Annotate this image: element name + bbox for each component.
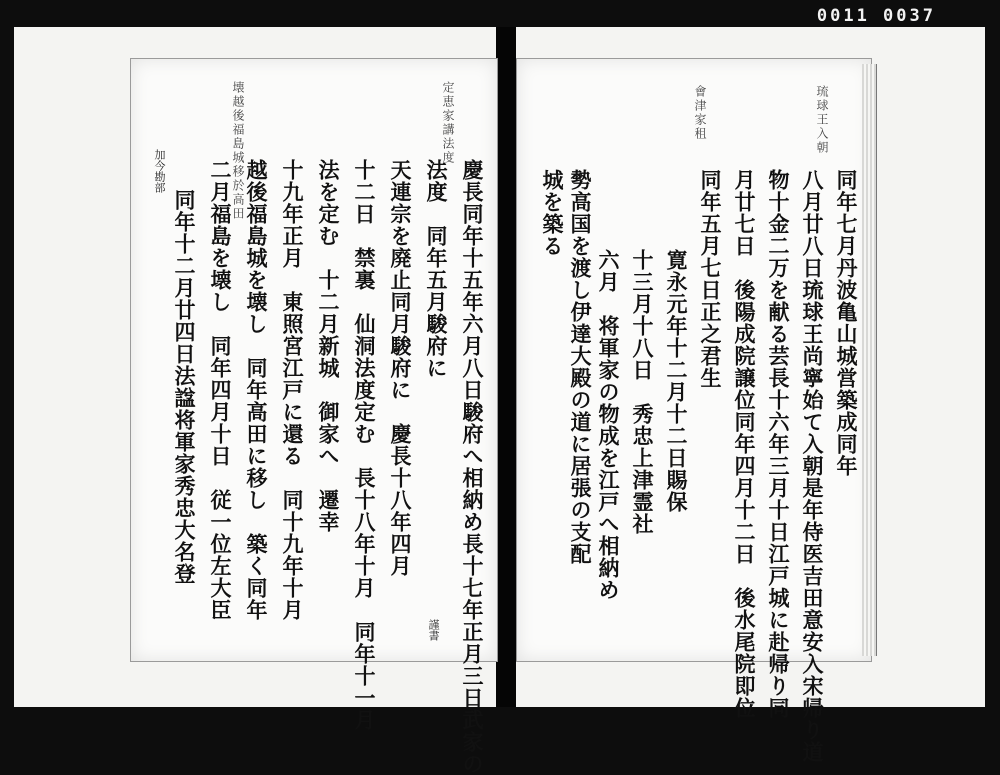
- left-column-1: 慶長同年十五年六月八日駿府へ相納め長十七年正月三日武家の: [460, 159, 485, 775]
- left-column-8: 二月福島を壊し 同年四月十日 従一位左大臣: [208, 159, 233, 621]
- right-page: [516, 58, 872, 763]
- right-page-edge: [862, 64, 877, 656]
- right-heading-2: 會津家租: [693, 85, 707, 141]
- left-page: [130, 58, 498, 775]
- right-column-3: 八月廿八日琉球王尚寧始て入朝是年侍医吉田意安入宋帰り道: [800, 169, 825, 763]
- left-column-4: 十二日 禁裏 仙洞法度定む 長十八年十月 同年十一月: [352, 159, 377, 731]
- left-column-5: 法を定む 十二月新城 御家へ 遷幸: [316, 159, 341, 533]
- film-frame-code: 0011 0037: [816, 6, 936, 26]
- right-column-2: 同年七月丹波亀山城営築成同年: [834, 169, 859, 477]
- left-column-2: 法度 同年五月駿府に: [424, 159, 449, 379]
- right-column-10: 勢高国を渡し伊達大殿の道に居張の支配: [568, 169, 593, 565]
- right-column-4: 物十金二万を献る芸長十六年三月十日江戸城に赴帰り同: [766, 169, 791, 719]
- left-heading-1: 定恵家講法度: [441, 81, 455, 165]
- right-column-5: 月廿七日 後陽成院譲位同年四月十二日 後水尾院即位: [732, 169, 757, 719]
- right-column-9: 六月 将軍家の物成を江戸へ相納め: [596, 249, 621, 601]
- right-column-8: 十三月十八日 秀忠上津霊社: [630, 249, 655, 535]
- left-column-3: 天連宗を廃止同月駿府に 慶長十八年四月: [388, 159, 413, 577]
- left-note-1: 謹書: [427, 619, 440, 641]
- right-heading-1: 琉球王入朝: [815, 85, 829, 155]
- left-heading-2: 壊越後福島城移於高田: [231, 81, 245, 221]
- left-note-2: 加今勘部: [153, 149, 166, 193]
- left-column-9: 同年十二月廿四日法諡将軍家秀忠大名登: [172, 189, 197, 585]
- right-column-7: 寛永元年十二月十二日賜保: [664, 249, 689, 513]
- binding-gutter: [496, 27, 516, 707]
- left-column-7: 越後福島城を壊し 同年高田に移し 築く同年: [244, 159, 269, 621]
- right-column-1: 城を築る: [540, 169, 565, 257]
- left-column-6: 十九年正月 東照宮江戸に還る 同十九年十月: [280, 159, 305, 621]
- right-column-6: 同年五月七日正之君生: [698, 169, 723, 389]
